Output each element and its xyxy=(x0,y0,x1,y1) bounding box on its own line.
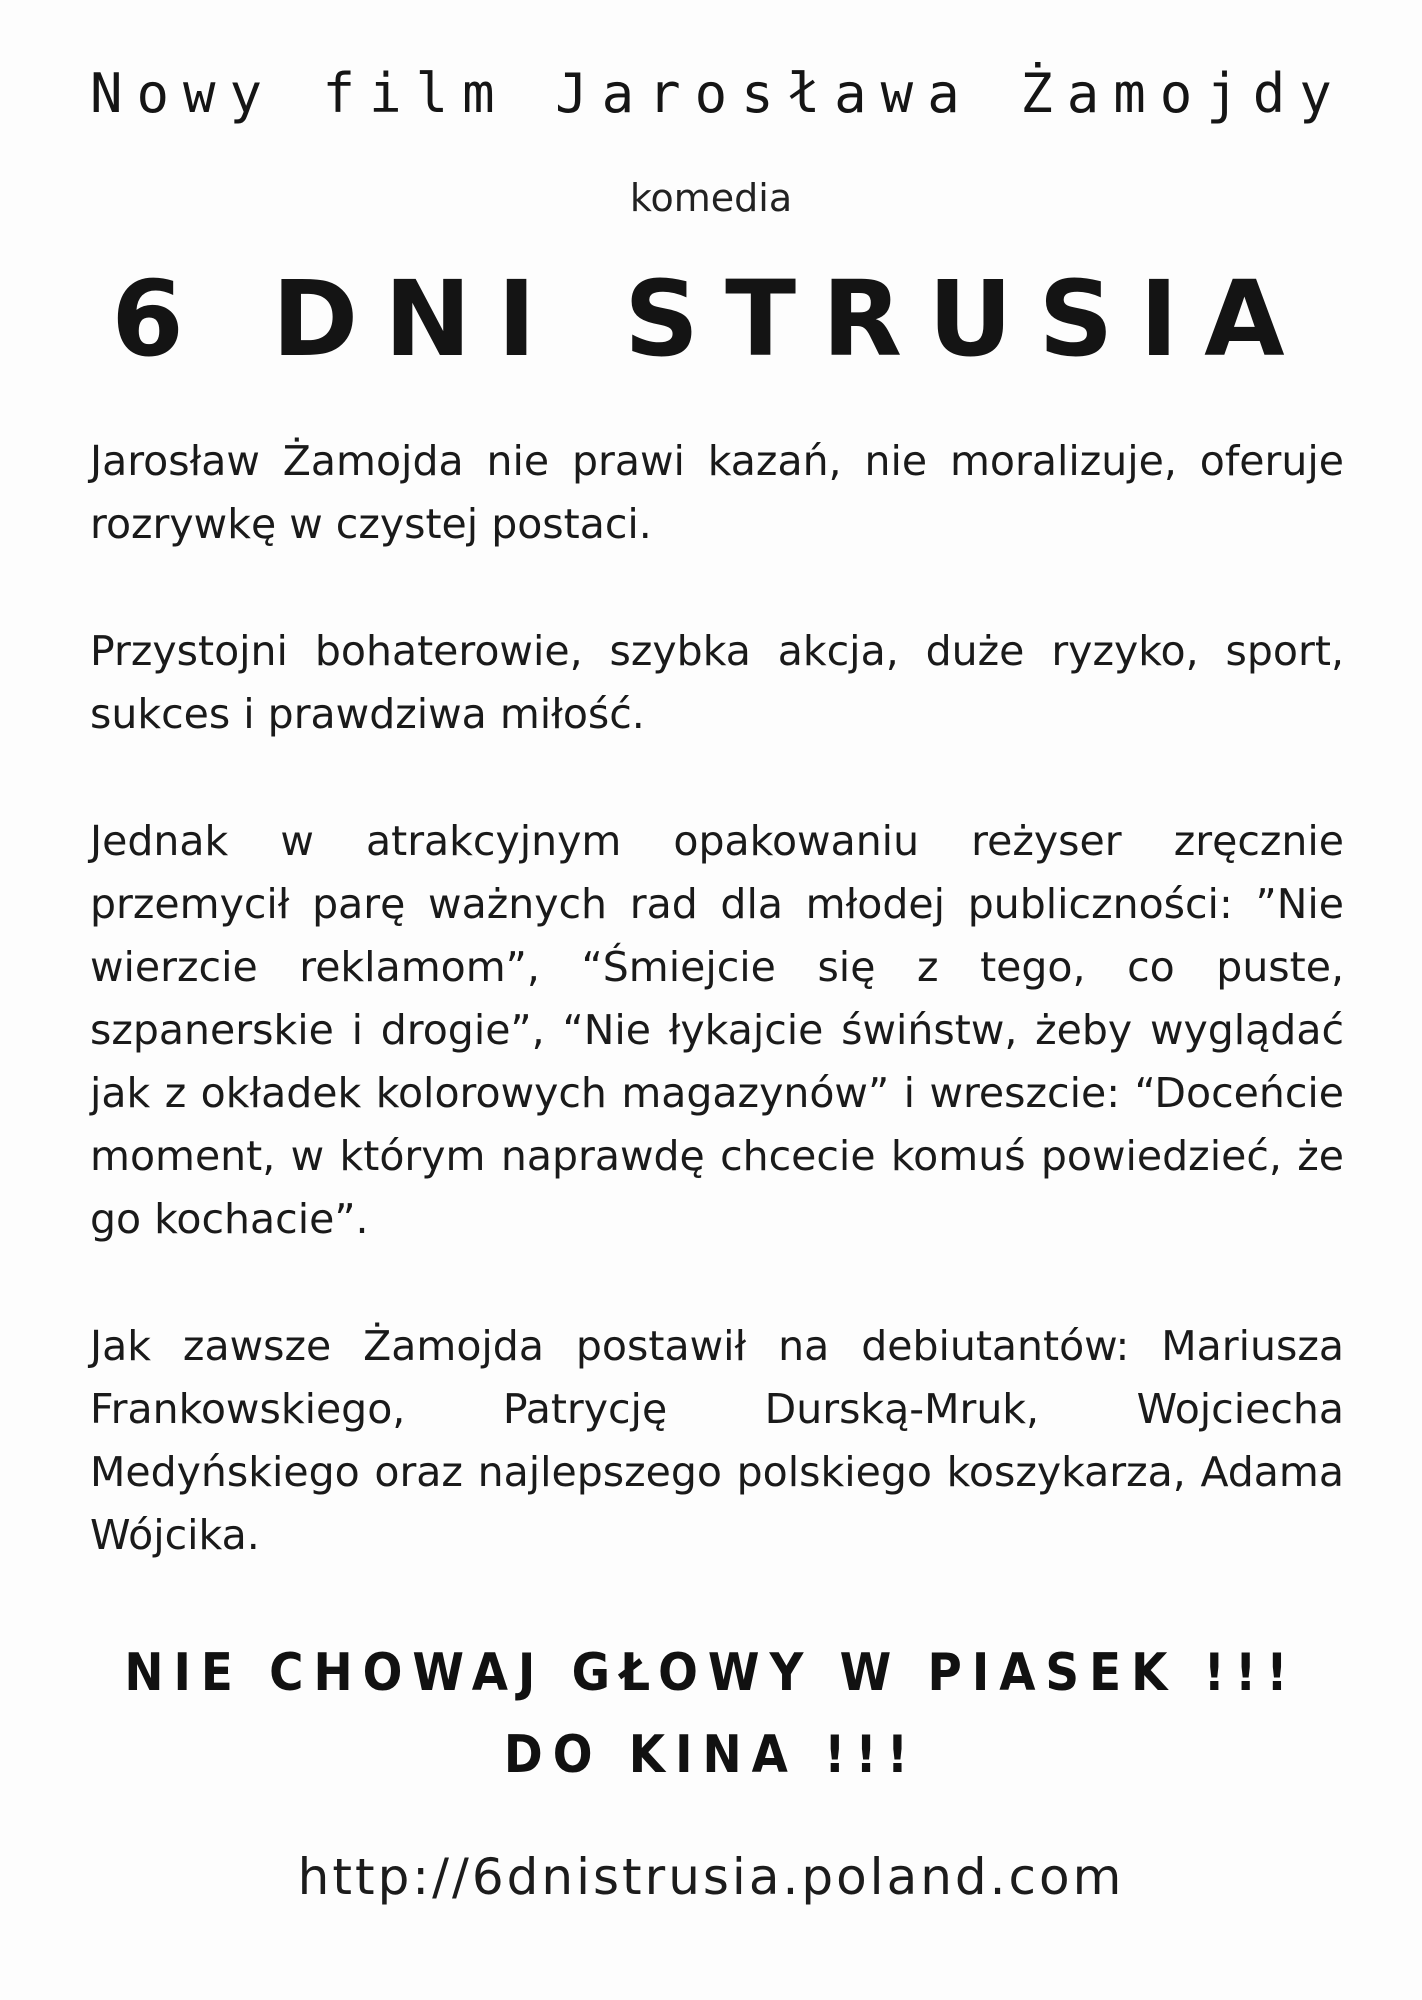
director-line: Nowy film Jarosława Żamojdy xyxy=(90,62,1346,125)
description xyxy=(90,430,1344,1631)
paragraph-cast: Jak zawsze Żamojda postawił na debiutantów: Mariusza Frankowskiego, Patrycję Durską-Mruk, Wojciecha Medyńskiego oraz najlepszego polskiego koszykarza, Adama Wójcika. xyxy=(90,1322,1344,1559)
film-title: 6 DNI STRUSIA xyxy=(111,258,1311,380)
paragraph-advice: Jednak w atrakcyjnym opakowaniu reżyser zręcznie przemycił parę ważnych rad dla młodej publiczności: ”Nie wierzcie reklamom”, “Śmiejcie się z tego, co puste, szpanerskie i drogie”, “Nie łykajcie świństw, żeby wyglądać jak z okładek kolorowych magazynów” i wreszcie: “Doceńcie moment, w którym naprawdę chcecie komuś powiedzieć, że go kochacie”. xyxy=(90,817,1344,1243)
slogan-line-2: DO KINA !!! xyxy=(503,1725,919,1785)
slogan-line-1: NIE CHOWAJ GŁOWY W PIASEK !!! xyxy=(124,1643,1298,1703)
slogan xyxy=(60,1632,1362,1796)
paragraph-entertainment: Jarosław Żamojda nie prawi kazań, nie moralizuje, oferuje rozrywkę w czystej postaci. xyxy=(90,437,1344,548)
genre-label: komedia xyxy=(629,176,793,220)
website-url: http://6dnistrusia.poland.com xyxy=(297,1848,1125,1906)
paragraph-heroes: Przystojni bohaterowie, szybka akcja, duże ryzyko, sport, sukces i prawdziwa miłość. xyxy=(90,627,1344,738)
